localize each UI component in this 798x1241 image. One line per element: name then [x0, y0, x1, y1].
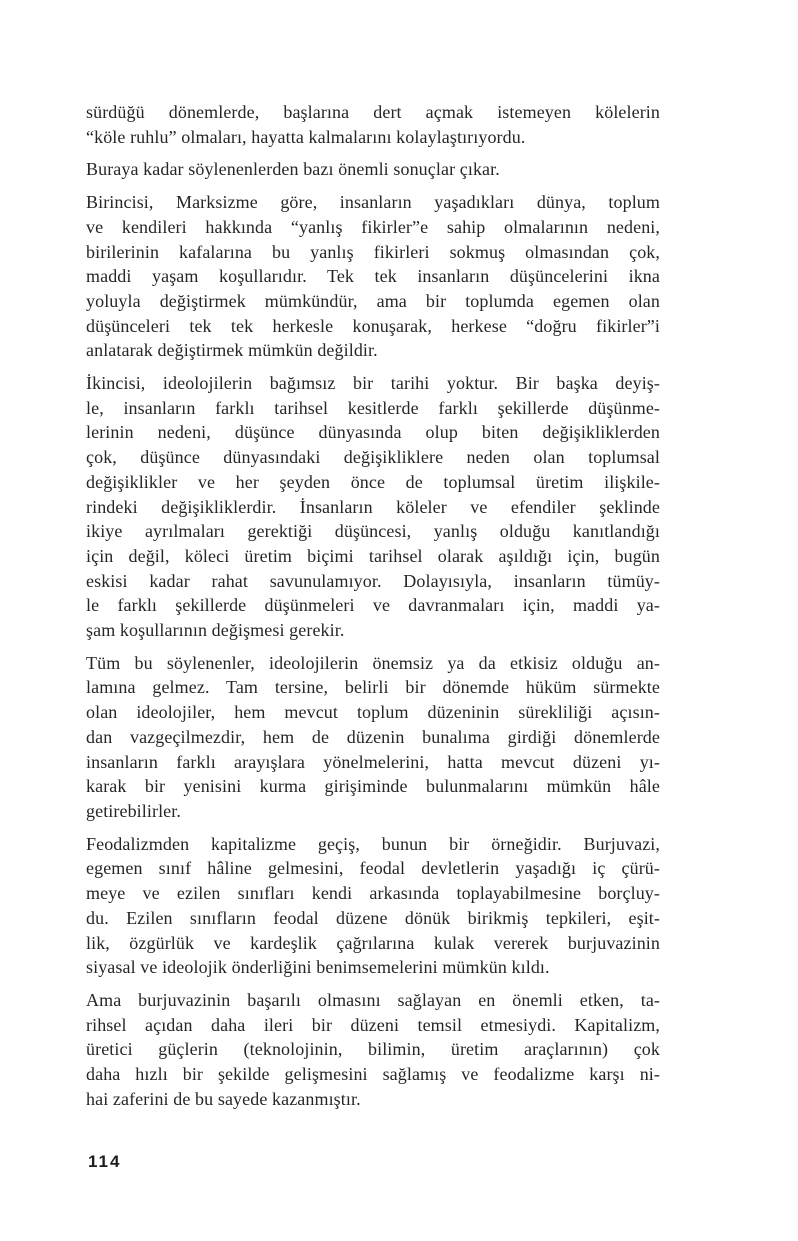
- text-line: düşünceleri tek tek herkesle konuşarak, herkese “doğru fikirler”i: [86, 315, 660, 336]
- text-line: karak bir yenisini kurma girişiminde bulunmalarını mümkün hâle: [86, 776, 660, 797]
- body-text: [86, 100, 660, 1119]
- text-line: sürdüğü dönemlerde, başlarına dert açmak istemeyen kölelerin: [86, 102, 660, 122]
- text-line: “köle ruhlu” olmaları, hayatta kalmalarını kolaylaştırıyordu.: [86, 126, 526, 147]
- text-line: ve kendileri hakkında “yanlış fikirler”e sahip olmalarının nedeni,: [86, 216, 660, 237]
- text-line: rindeki değişikliklerdir. İnsanların köleler ve efendiler şeklinde: [86, 496, 660, 517]
- text-line: maddi yaşam koşullarıdır. Tek tek insanların düşüncelerini ikna: [86, 266, 660, 287]
- paragraph: [86, 157, 660, 182]
- paragraph: [86, 832, 660, 980]
- text-line: çok, düşünce dünyasındaki değişikliklere neden olan toplumsal: [86, 447, 660, 468]
- text-line: birilerinin kafalarına bu yanlış fikirleri sokmuş olmasından çok,: [86, 241, 660, 262]
- text-line: siyasal ve ideolojik önderliğini benimsemelerini mümkün kıldı.: [86, 957, 550, 978]
- text-line: rihsel açıdan daha ileri bir düzeni temsil etmesiydi. Kapitalizm,: [86, 1014, 660, 1035]
- text-line: insanların farklı arayışlara yönelmelerini, hatta mevcut düzeni yı-: [86, 751, 660, 772]
- text-line: yoluyla değiştirmek mümkündür, ama bir toplumda egemen olan: [86, 290, 660, 311]
- text-line: daha hızlı bir şekilde gelişmesini sağlamış ve feodalizme karşı ni-: [86, 1064, 660, 1085]
- page-number: 114: [88, 1152, 122, 1171]
- text-line: le, insanların farklı tarihsel kesitlerde farklı şekillerde düşünme-: [86, 397, 660, 418]
- text-line: Feodalizmden kapitalizme geçiş, bunun bir örneğidir. Burjuvazi,: [86, 833, 660, 854]
- text-line: dan vazgeçilmezdir, hem de düzenin bunalıma girdiği dönemlerde: [86, 726, 660, 747]
- text-line: lik, özgürlük ve kardeşlik çağrılarına kulak vererek burjuvazinin: [86, 932, 660, 953]
- text-line: değişiklikler ve her şeyden önce de toplumsal üretim ilişkile-: [86, 471, 660, 492]
- text-line: le farklı şekillerde düşünmeleri ve davranmaları için, maddi ya-: [86, 595, 660, 616]
- paragraph: [86, 988, 660, 1112]
- text-line: Ama burjuvazinin başarılı olmasını sağlayan en önemli etken, ta-: [86, 989, 660, 1010]
- text-line: ikiye ayrılmaları gerektiği düşüncesi, yanlış olduğu kanıtlandığı: [86, 521, 660, 542]
- text-line: için değil, köleci üretim biçimi tarihsel olarak aşıldığı için, bugün: [86, 545, 660, 566]
- paragraph: [86, 651, 660, 824]
- text-line: Tüm bu söylenenler, ideolojilerin önemsiz ya da etkisiz olduğu an-: [86, 652, 660, 673]
- text-line: lamına gelmez. Tam tersine, belirli bir dönemde hüküm sürmekte: [86, 677, 660, 698]
- text-line: meye ve ezilen sınıfları kendi arkasında toplayabilmesine borçluy-: [86, 883, 660, 904]
- text-line: hai zaferini de bu sayede kazanmıştır.: [86, 1088, 361, 1109]
- text-line: olan ideolojiler, hem mevcut toplum düzeninin sürekliliği açısın-: [86, 702, 660, 723]
- paragraph: [86, 190, 660, 363]
- text-line: lerinin nedeni, düşünce dünyasında olup biten değişikliklerden: [86, 422, 660, 443]
- text-line: şam koşullarının değişmesi gerekir.: [86, 620, 345, 641]
- text-line: İkincisi, ideolojilerin bağımsız bir tarihi yoktur. Bir başka deyiş-: [86, 373, 660, 394]
- text-line: anlatarak değiştirmek mümkün değildir.: [86, 340, 378, 361]
- text-line: Birincisi, Marksizme göre, insanların yaşadıkları dünya, toplum: [86, 192, 660, 213]
- paragraph: [86, 371, 660, 643]
- text-line: egemen sınıf hâline gelmesini, feodal devletlerin yaşadığı iç çürü-: [86, 858, 660, 879]
- text-line: eskisi kadar rahat savunulamıyor. Dolayısıyla, insanların tümüy-: [86, 570, 660, 591]
- paragraph: [86, 100, 660, 149]
- text-line: du. Ezilen sınıfların feodal düzene dönük birikmiş tepkileri, eşit-: [86, 907, 660, 928]
- text-line: getirebilirler.: [86, 800, 181, 821]
- text-line: Buraya kadar söylenenlerden bazı önemli sonuçlar çıkar.: [86, 159, 500, 180]
- text-line: üretici güçlerin (teknolojinin, bilimin, üretim araçlarının) çok: [86, 1039, 660, 1060]
